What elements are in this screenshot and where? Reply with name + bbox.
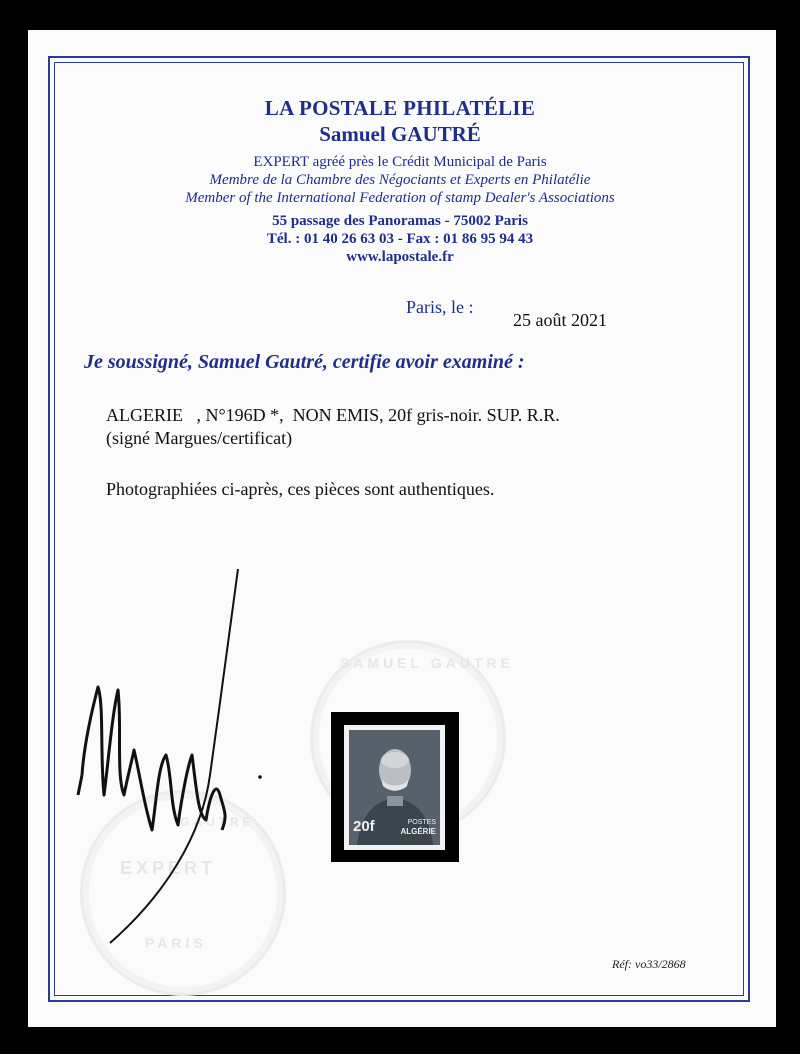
- company-name: LA POSTALE PHILATÉLIE: [264, 96, 536, 120]
- handwritten-signature: [70, 565, 280, 945]
- stamp-country: ALGÉRIE: [400, 827, 436, 836]
- federation-membership: Member of the International Federation of stamp Dealer's Associations: [185, 190, 615, 206]
- website: www.lapostale.fr: [346, 249, 454, 265]
- seal-lower-bottom-text: PARIS: [145, 935, 207, 951]
- stamp-photo: [331, 712, 459, 862]
- chamber-membership: Membre de la Chambre des Négociants et Experts en Philatélie: [209, 172, 591, 188]
- seal-lower-middle-text: EXPERT: [120, 858, 217, 878]
- expert-name: Samuel GAUTRÉ: [319, 122, 481, 146]
- stamp: [344, 725, 445, 850]
- dateline-place: Paris, le :: [406, 297, 474, 317]
- item-description: ALGERIE , N°196D *, NON EMIS, 20f gris-noir. SUP. R.R.: [106, 405, 560, 425]
- item-note: (signé Margues/certificat): [106, 428, 293, 448]
- certification-statement: Je soussigné, Samuel Gautré, certifie avoir examiné :: [84, 351, 525, 373]
- seal-lower-top-text: GAUTRE: [180, 815, 255, 829]
- stamp-value: 20f: [353, 818, 375, 835]
- stamp-portrait: [349, 730, 440, 845]
- phone-fax: Tél. : 01 40 26 63 03 - Fax : 01 86 95 94 43: [266, 231, 534, 247]
- address: 55 passage des Panoramas - 75002 Paris: [272, 213, 528, 229]
- authenticity-statement: Photographiées ci-après, ces pièces sont authentiques.: [106, 479, 495, 499]
- dateline-date: 25 août 2021: [513, 310, 607, 330]
- reference-number: Réf: vo33/2868: [612, 957, 686, 971]
- expert-accreditation: EXPERT agréé près le Crédit Municipal de Paris: [253, 154, 547, 170]
- seal-top-text: SAMUEL GAUTRE: [340, 655, 514, 671]
- stamp-postes: POSTES: [407, 819, 436, 826]
